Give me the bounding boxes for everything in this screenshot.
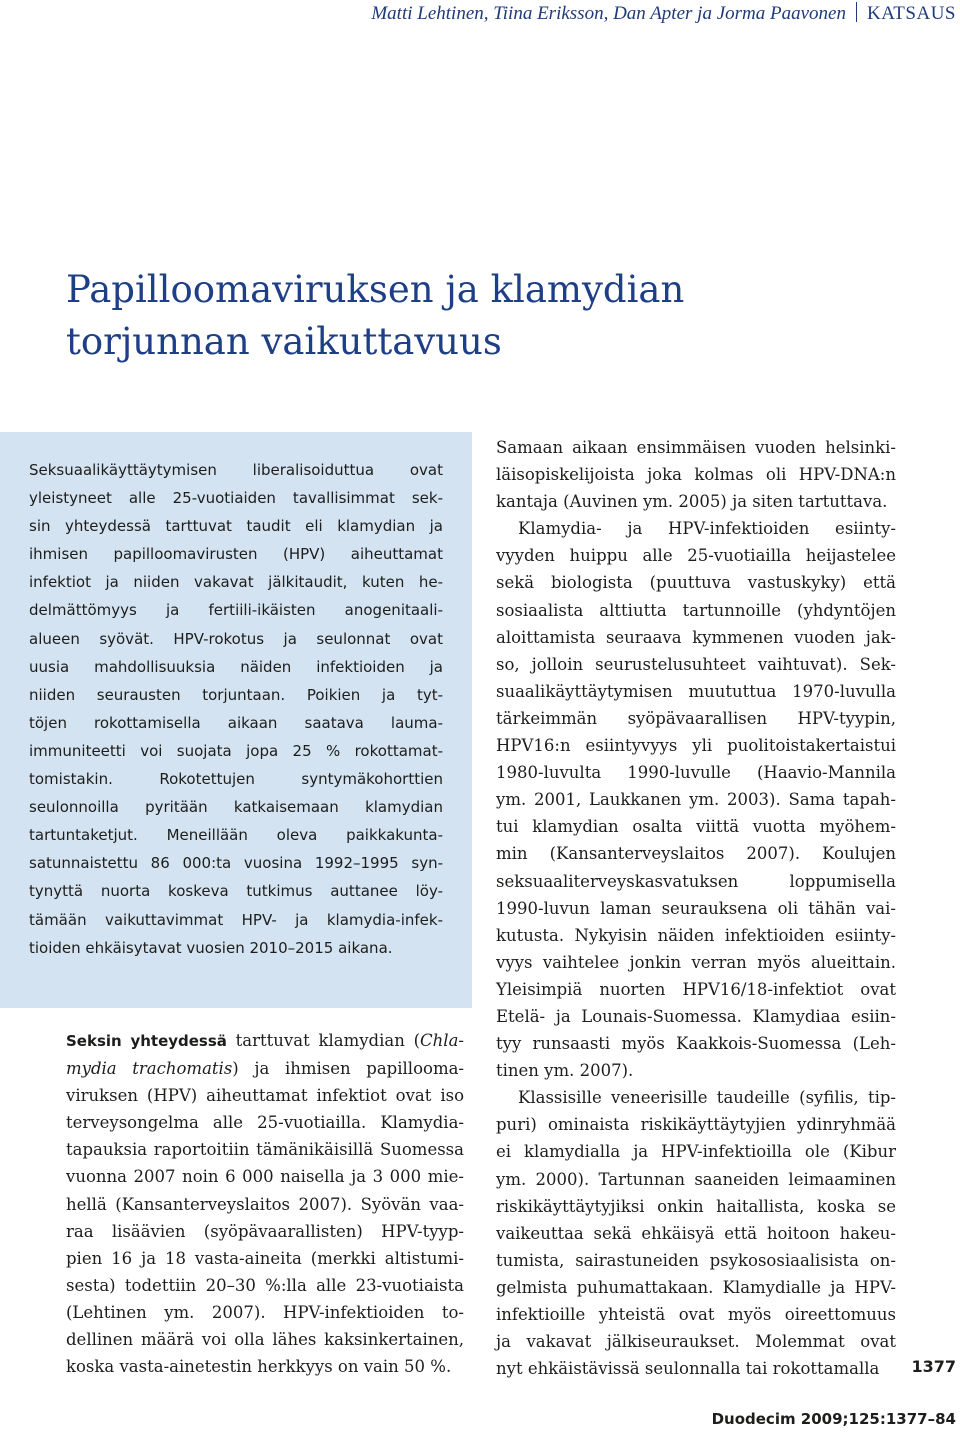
- header-section: KATSAUS: [866, 3, 956, 24]
- abstract-line: tioiden ehkäisytavat vuosien 2010–2015 aikana.: [29, 938, 393, 957]
- body-right-line: vyyden huippu alle 25-vuotiailla heijastelee: [496, 546, 896, 566]
- body-right-line: 1990-luvun laman seurauksena oli tähän vai-: [496, 898, 896, 918]
- body-right-line: Samaan aikaan ensimmäisen vuoden helsinki-: [496, 438, 896, 457]
- abstract-line: infektiot ja niiden vakavat jälkitaudit, kuten he-: [29, 573, 443, 592]
- body-right-line: läisopiskelijoista joka kolmas oli HPV-DNA:n: [496, 465, 896, 485]
- body-text: tarttuvat klamydian (: [226, 1031, 421, 1050]
- running-header: [371, 2, 956, 25]
- body-right-line: tinen ym. 2007).: [496, 1061, 634, 1081]
- journal-footer: Duodecim 2009;125:1377–84: [711, 1410, 956, 1428]
- body-right-line: tyy runsaasti myös Kaakkois-Suomessa (Leh-: [496, 1034, 896, 1054]
- body-right-line: infektioille yhteistä ovat myös oireettomuus: [496, 1305, 896, 1324]
- body-right-line: sosiaalista alttiutta tartunnoille (yhdyntöjen: [496, 600, 896, 620]
- abstract-line: tartuntaketjut. Meneillään oleva paikkakunta-: [29, 826, 443, 845]
- body-left-line: hellä (Kansanterveyslaitos 2007). Syövän vaa-: [66, 1194, 464, 1214]
- article-title-line-2: torjunnan vaikuttavuus: [66, 320, 502, 363]
- body-right-line: ym. 2000). Tartunnan saaneiden leimaaminen: [496, 1169, 896, 1189]
- abstract-line: niiden seurausten torjuntaan. Poikien ja tyt-: [29, 685, 443, 704]
- body-left-line: koska vasta-ainetestin herkkyys on vain 50 %.: [66, 1357, 452, 1377]
- body-right-line: puri) ominaista riskikäyttäytyjien ydinryhmää: [496, 1115, 896, 1135]
- body-right-line: sekä biologista (puuttuva vastuskyky) että: [496, 573, 896, 593]
- abstract-line: tynyttä nuorta koskeva tutkimus auttanee löy-: [29, 882, 443, 901]
- body-left-line: dellinen määrä voi olla lähes kaksinkertainen,: [66, 1330, 464, 1350]
- species-name: Chla-: [420, 1031, 464, 1050]
- body-left-line: viruksen (HPV) aiheuttamat infektiot ovat iso: [66, 1086, 464, 1106]
- body-right-line: kantaja (Auvinen ym. 2005) ja siten tartuttava.: [496, 492, 888, 512]
- body-right-line: Etelä- ja Lounais-Suomessa. Klamydiaa esiin-: [496, 1006, 896, 1026]
- body-right-line: ja vakavat jälkiseuraukset. Molemmat ovat: [496, 1332, 896, 1352]
- body-right-line: so, jolloin seurustelusuhteet vaihtuvat). Sek-: [496, 654, 896, 674]
- page-number: 1377: [911, 1357, 956, 1376]
- abstract-line: seulonnoilla pyritään katkaisemaan klamydian: [29, 798, 443, 817]
- abstract-line: tomistakin. Rokotettujen syntymäkohorttien: [29, 770, 443, 789]
- body-right-line: vyys vaihtelee jonkin verran myös alueittain.: [496, 952, 896, 972]
- body-right-line: tui klamydian osalta viittä vuotta myöhem-: [496, 817, 896, 837]
- abstract-line: yleistyneet alle 25-vuotiaiden tavallisimmat sek-: [29, 489, 443, 508]
- abstract-line: tämään vaikuttavimmat HPV- ja klamydia-infek-: [29, 910, 443, 929]
- header-separator: [856, 2, 857, 22]
- abstract-line: sin yhteydessä tarttuvat taudit eli klamydian ja: [29, 517, 443, 536]
- body-right-line: tumista, sairastuneiden psykososiaalisista on-: [496, 1250, 896, 1270]
- body-right-line: seksuaaliterveyskasvatuksen loppumisella: [496, 871, 896, 891]
- abstract-line: Seksuaalikäyttäytymisen liberalisoiduttua ovat: [29, 461, 443, 479]
- abstract-line: töjen rokottamisella aikaan saatava lauma-: [29, 713, 443, 732]
- body-right-line: kutusta. Nykyisin näiden infektioiden esiinty-: [496, 925, 896, 945]
- abstract-line: satunnaistettu 86 000:ta vuosina 1992–1995 syn-: [29, 854, 443, 873]
- body-text: ) ja ihmisen papillooma-: [232, 1059, 464, 1079]
- header-authors: Matti Lehtinen, Tiina Eriksson, Dan Apter ja Jorma Paavonen: [371, 3, 846, 24]
- body-left-line: terveysongelma alle 25-vuotiailla. Klamydia-: [66, 1113, 464, 1133]
- body-right-line: HPV16:n esiintyvyys yli puolitoistakertaistui: [496, 736, 896, 756]
- body-left-line: [66, 1055, 464, 1082]
- body-left-line: tapauksia raportoitiin tämänikäisillä Suomessa: [66, 1140, 464, 1160]
- body-left-line: sesta) todettiin 20–30 %:lla alle 23-vuotiaista: [66, 1275, 464, 1295]
- body-left-line: vuonna 2007 noin 6 000 naisella ja 3 000 mie-: [66, 1167, 464, 1187]
- body-right-line: min (Kansanterveyslaitos 2007). Koulujen: [496, 844, 896, 864]
- body-right-line: ym. 2001, Laukkanen ym. 2003). Sama tapah-: [496, 790, 896, 810]
- body-left-line: pien 16 ja 18 vasta-aineita (merkki altistumi-: [66, 1248, 464, 1268]
- abstract-line: delmättömyys ja fertiili-ikäisten anogenitaali-: [29, 601, 443, 620]
- body-right-line: suaalikäyttäytymisen muututtua 1970-luvulla: [496, 681, 896, 701]
- abstract-text: [29, 456, 443, 962]
- article-title: [66, 264, 684, 368]
- abstract-line: alueen syövät. HPV-rokotus ja seulonnat ovat: [29, 629, 443, 648]
- body-right-line: tärkeimmän syöpävaarallisen HPV-tyypin,: [496, 708, 896, 728]
- species-name: mydia trachomatis: [66, 1059, 233, 1079]
- lead-in: Seksin yhteydessä: [66, 1032, 227, 1050]
- body-left-line: (Lehtinen ym. 2007). HPV-infektioiden to-: [66, 1302, 464, 1322]
- body-left-column: [66, 1027, 464, 1380]
- body-right-line: vaikeuttaa sekä ehkäisyä että hoitoon hakeu-: [496, 1223, 896, 1243]
- body-right-line: ei klamydialla ja HPV-infektioilla ole (Kibur: [496, 1142, 896, 1162]
- body-right-line: Yleisimpiä nuorten HPV16/18-infektiot ovat: [496, 979, 896, 999]
- body-left-line: raa lisäävien (syöpävaarallisten) HPV-tyyp-: [66, 1221, 464, 1241]
- body-right-line: gelmista puhumattakaan. Klamydialle ja HPV-: [496, 1277, 896, 1297]
- abstract-line: immuniteetti voi suojata jopa 25 % rokottamat-: [29, 741, 443, 760]
- body-left-line: [66, 1027, 464, 1055]
- abstract-line: uusia mahdollisuuksia näiden infektioiden ja: [29, 657, 443, 676]
- body-right-line: Klassisille veneerisille taudeille (syfilis, tip-: [518, 1088, 896, 1108]
- body-right-line: Klamydia- ja HPV-infektioiden esiinty-: [518, 519, 896, 539]
- body-right-line: riskikäyttäytyjiksi onkin haitallista, koska se: [496, 1196, 896, 1216]
- body-right-column: [496, 434, 896, 1382]
- body-right-line: nyt ehkäistävissä seulonnalla tai rokottamalla: [496, 1359, 880, 1379]
- abstract-line: ihmisen papilloomavirusten (HPV) aiheuttamat: [29, 545, 443, 564]
- body-right-line: aloittamista seuraava kymmenen vuoden jak-: [496, 627, 896, 647]
- body-right-line: 1980-luvulta 1990-luvulle (Haavio-Mannila: [496, 763, 896, 783]
- article-title-line-1: Papilloomaviruksen ja klamydian: [66, 268, 685, 311]
